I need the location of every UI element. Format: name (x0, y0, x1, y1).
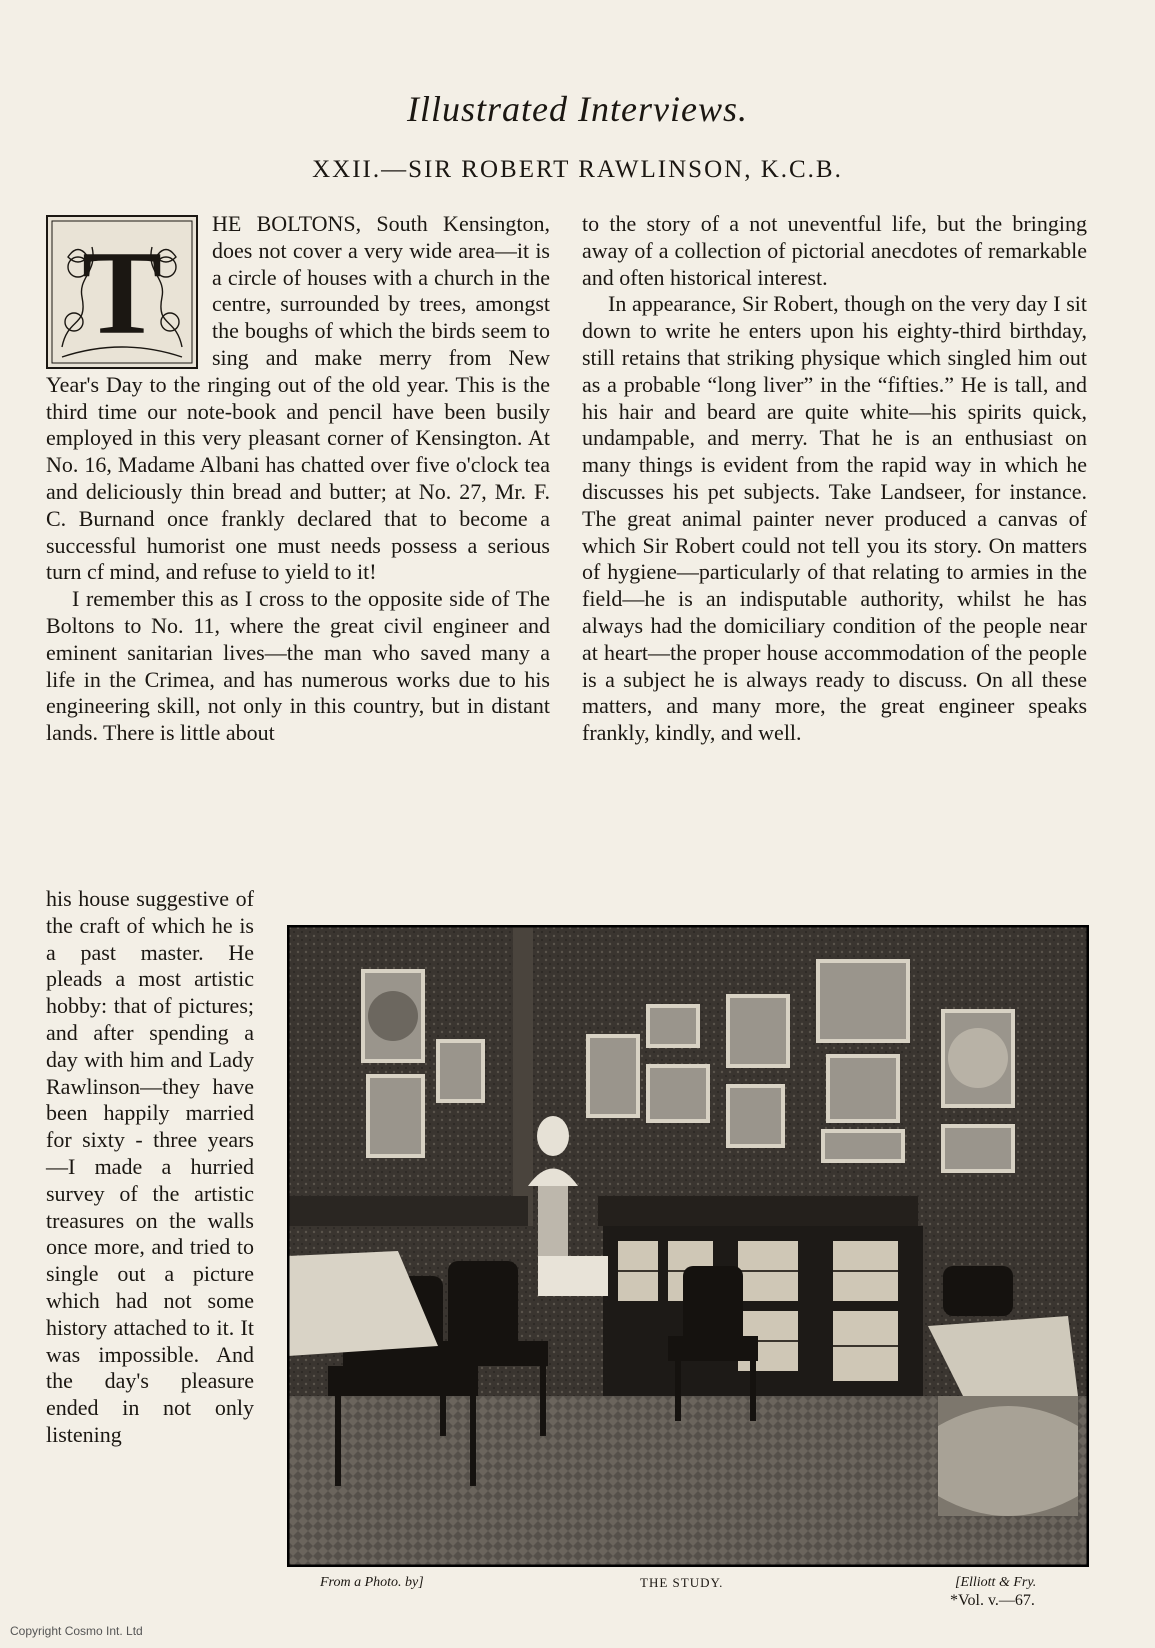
paragraph-2: I remember this as I cross to the opposite side of The Boltons to No. 11, where the great civil engineer and eminent sanitarian lives—the man who saved many a life in the Crimea, and has numerous works due to his engineering skill, not only in this country, but in distant lands. There is little about (46, 586, 550, 746)
article-title: XXII.—SIR ROBERT RAWLINSON, K.C.B. (312, 156, 843, 183)
ornament-icon (48, 217, 196, 367)
volume-number: *Vol. v.—67. (950, 1592, 1035, 1609)
study-room-image (288, 926, 1088, 1566)
copyright-notice: Copyright Cosmo Int. Ltd (10, 1624, 143, 1638)
decorative-initial (46, 215, 198, 369)
paragraph-4: In appearance, Sir Robert, though on the very day I sit down to write he enters upon his eighty-third birthday, still retains that striking physique which singled him out as a probable “long liver” in the “fifties.” He is tall, and his hair and beard are quite white—his spirits quick, undampable, and merry. That he is an enthusiast on many things is evident from the rapid way in which he discusses his pet subjects. Take Landseer, for instance. The great animal painter never produced a canvas of which Sir Robert could not tell you its story. On matters of hygiene—particularly of that relating to armies in the field—he is an indisputable authority, whilst he has always had the domiciliary condition of the people near at heart—the proper house accommodation of the people is a subject he is always ready to discuss. On all these matters, and many more, the great engineer speaks frankly, kindly, and well. (582, 291, 1087, 746)
photo-credit: [Elliott & Fry. (955, 1575, 1037, 1590)
study-photograph (287, 925, 1089, 1567)
right-column (582, 211, 1087, 747)
dropcap-letter: T (81, 226, 163, 359)
left-column (46, 211, 550, 747)
paragraph-1: HE BOLTONS, South Kensington, does not cover a very wide area—it is a circle of houses with a church in the centre, surrounded by trees, amongst the boughs of which the birds seem to sing and make merry from New Year's Day to the ringing out of the old year. This is the third time our note-book and pencil have been busily employed in this very pleasant corner of Kensington. At No. 16, Madame Albani has chatted over five o'clock tea and deliciously thin bread and butter; at No. 27, Mr. F. C. Burnand once frankly declared that to become a successful humorist one must needs possess a serious turn cf mind, and refuse to yield to it! (46, 211, 550, 585)
photo-caption: THE STUDY. (640, 1575, 724, 1590)
narrow-column (46, 886, 254, 1449)
photo-credit-prefix: From a Photo. by] (320, 1575, 424, 1590)
series-title: Illustrated Interviews. (407, 89, 748, 129)
paragraph-3: to the story of a not uneventful life, but the bringing away of a collection of pictorial anecdotes of remarkable and often historical interest. (582, 211, 1087, 290)
paragraph-narrow: his house suggestive of the craft of which he is a past master. He pleads a most artistic hobby: that of pictures; and after spending a day with him and Lady Rawlinson—they have been happily married for sixty - three years—I made a hurried survey of the artistic treasures on the walls once more, and tried to single out a picture which had not some history attached to it. It was impossible. And the day's pleasure ended in not only listening (46, 886, 254, 1447)
